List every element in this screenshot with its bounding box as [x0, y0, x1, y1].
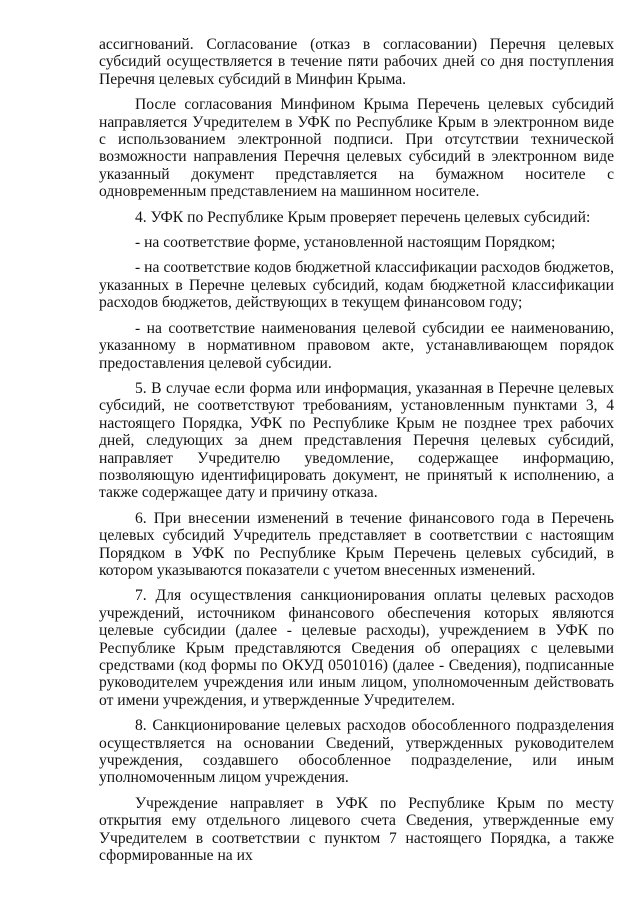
paragraph-item-4: 4. УФК по Республике Крым проверяет перечень целевых субсидий: — [135, 208, 591, 226]
paragraph-institution: Учреждение направляет в УФК по Республике Крым по месту открытия ему отдельного лицевого счета Сведения, утвержденные ему Учредителем в соответствии с пунктом 7 настоящего Порядка, а также сформированные на их — [99, 794, 614, 865]
paragraph-approval: После согласования Минфином Крыма Перечень целевых субсидий направляется Учредителем в УФК по Республике Крым в электронном виде с использованием электронной подписи. При отсутствии технической возможности направления Перечня целевых субсидий в электронном виде указанный документ представляется на бумажном носителе с одновременным представлением на машинном носителе. — [99, 96, 614, 201]
paragraph-item-5: 5. В случае если форма или информация, указанная в Перечне целевых субсидий, не соответствуют требованиям, установленным пунктами 3, 4 настоящего Порядка, УФК по Республике Крым не позднее трех рабочих дней, следующих за днем представления Перечня целевых субсидий, направляет Учредителю уведомление, содержащее информацию, позволяющую идентифицировать документ, не принятый к исполнению, а также содержащее дату и причину отказа. — [99, 379, 614, 502]
paragraph-item-6: 6. При внесении изменений в течение финансового года в Перечень целевых субсидий Учредитель представляет в соответствии с настоящим Порядком в УФК по Республике Крым Перечень целевых субсидий, в котором указываются показатели с учетом внесенных изменений. — [99, 509, 614, 579]
document-page — [99, 36, 614, 872]
paragraph-continuation: ассигнований. Согласование (отказ в согласовании) Перечня целевых субсидий осуществляется в течение пяти рабочих дней со дня поступления Перечня целевых субсидий в Минфин Крыма. — [99, 36, 614, 88]
paragraph-item-7: 7. Для осуществления санкционирования оплаты целевых расходов учреждений, источником финансового обеспечения которых являются целевые субсидии (далее - целевые расходы), учреждением в УФК по Республике Крым представляются Сведения об операциях с целевыми средствами (код формы по ОКУД 0501016) (далее - Сведения), подписанные руководителем учреждения или иным лицом, уполномоченным действовать от имени учреждения, и утвержденные Учредителем. — [99, 587, 614, 709]
paragraph-check-form: - на соответствие форме, установленной настоящим Порядком; — [135, 234, 556, 252]
paragraph-item-8: 8. Санкционирование целевых расходов обособленного подразделения осуществляется на основании Сведений, утвержденных руководителем учреждения, создавшего обособленное подразделение, или иным уполномоченным лицом учреждения. — [99, 717, 614, 787]
paragraph-check-codes: - на соответствие кодов бюджетной классификации расходов бюджетов, указанных в Перечне целевых субсидий, кодам бюджетной классификации расходов бюджетов, действующих в текущем финансовом году; — [99, 259, 614, 312]
paragraph-check-name: - на соответствие наименования целевой субсидии ее наименованию, указанному в нормативном правовом акте, устанавливающем порядок предоставления целевой субсидии. — [99, 319, 614, 372]
